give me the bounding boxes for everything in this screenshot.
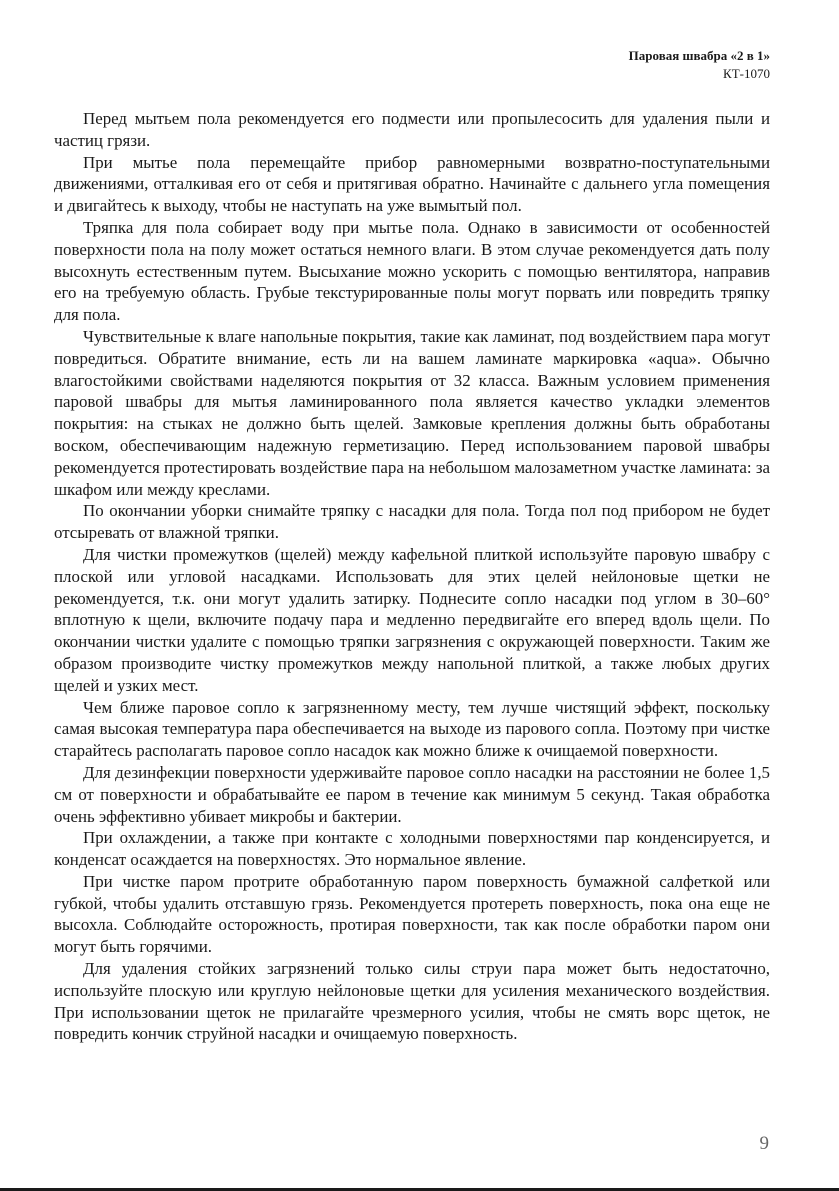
product-model: КТ-1070 bbox=[723, 66, 770, 81]
paragraph: Для дезинфекции поверхности удерживайте паровое сопло насадки на расстоянии не более 1,5 см от поверхности и обрабатывайте ее паром в течение как минимум 5 секунд. Такая обработка очень эффективно убивает микробы и бактерии. bbox=[54, 762, 770, 826]
paragraph: Тряпка для пола собирает воду при мытье пола. Однако в зависимости от особенностей поверхности пола на полу может остаться немного влаги. В этом случае рекомендуется дать полу высохнуть естественным путем. Высыхание можно ускорить с помощью вентилятора, направив его на требуемую область. Грубые текстурированные полы могут порвать или повредить тряпку для пола. bbox=[54, 217, 770, 325]
paragraph: При охлаждении, а также при контакте с холодными поверхностями пар конденсируется, и конденсат осаждается на поверхностях. Это нормальное явление. bbox=[54, 828, 770, 870]
paragraph: При чистке паром протрите обработанную паром поверхность бумажной салфеткой или губкой, чтобы удалить отставшую грязь. Рекомендуется протереть поверхность, пока она еще не высохла. Соблюдайте осторожность, протирая поверхности, так как после обработки паром они могут быть горячими. bbox=[54, 871, 770, 957]
page-header bbox=[629, 47, 770, 83]
paragraph: По окончании уборки снимайте тряпку с насадки для пола. Тогда пол под прибором не будет отсыревать от влажной тряпки. bbox=[54, 501, 770, 543]
page-number: 9 bbox=[759, 1133, 769, 1154]
product-title: Паровая швабра «2 в 1» bbox=[628, 48, 770, 63]
paragraph: Перед мытьем пола рекомендуется его подмести или пропылесосить для удаления пыли и частиц грязи. bbox=[54, 109, 770, 150]
body-text bbox=[54, 108, 770, 1045]
paragraph: Чувствительные к влаге напольные покрытия, такие как ламинат, под воздействием пара могут повредиться. Обратите внимание, есть ли на вашем ламинате маркировка «aqua». Обычно влагостойкими свойствами наделяются покрытия от 32 класса. Важным условием применения паровой швабры для мытья ламинированного пола является качество укладки элементов покрытия: на стыках не должно быть щелей. Замковые крепления должны быть обработаны воском, обеспечивающим надежную герметизацию. Перед использованием паровой швабры рекомендуется протестировать воздействие пара на небольшом малозаметном участке ламината: за шкафом или между креслами. bbox=[54, 326, 771, 499]
paragraph: Для чистки промежутков (щелей) между кафельной плиткой используйте паровую швабру с плоской или угловой насадками. Использовать для этих целей нейлоновые щетки не рекомендуется, т.к. они могут удалить затирку. Поднесите сопло насадки под углом в 30–60° вплотную к щели, включите подачу пара и медленно передвигайте его вперед вдоль щели. По окончании чистки удалите с помощью тряпки загрязнения с окружающей поверхности. Таким же образом производите чистку промежутков между напольной плиткой, а также любых других щелей и узких мест. bbox=[54, 544, 770, 695]
paragraph: При мытье пола перемещайте прибор равномерными возвратно-поступательными движениями, отталкивая его от себя и притягивая обратно. Начинайте с дальнего угла помещения и двигайтесь к выходу, чтобы не наступать на уже вымытый пол. bbox=[54, 152, 770, 216]
paragraph: Чем ближе паровое сопло к загрязненному месту, тем лучше чистящий эффект, поскольку самая высокая температура пара обеспечивается на выходе из парового сопла. Поэтому при чистке старайтесь располагать паровое сопло насадок как можно ближе к очищаемой поверхности. bbox=[54, 697, 770, 761]
paragraph: Для удаления стойких загрязнений только силы струи пара может быть недостаточно, используйте плоскую или круглую нейлоновые щетки для усиления механического воздействия. При использовании щеток не прилагайте чрезмерного усилия, чтобы не смять ворс щеток, не повредить кончик струйной насадки и очищаемую поверхность. bbox=[54, 959, 770, 1044]
